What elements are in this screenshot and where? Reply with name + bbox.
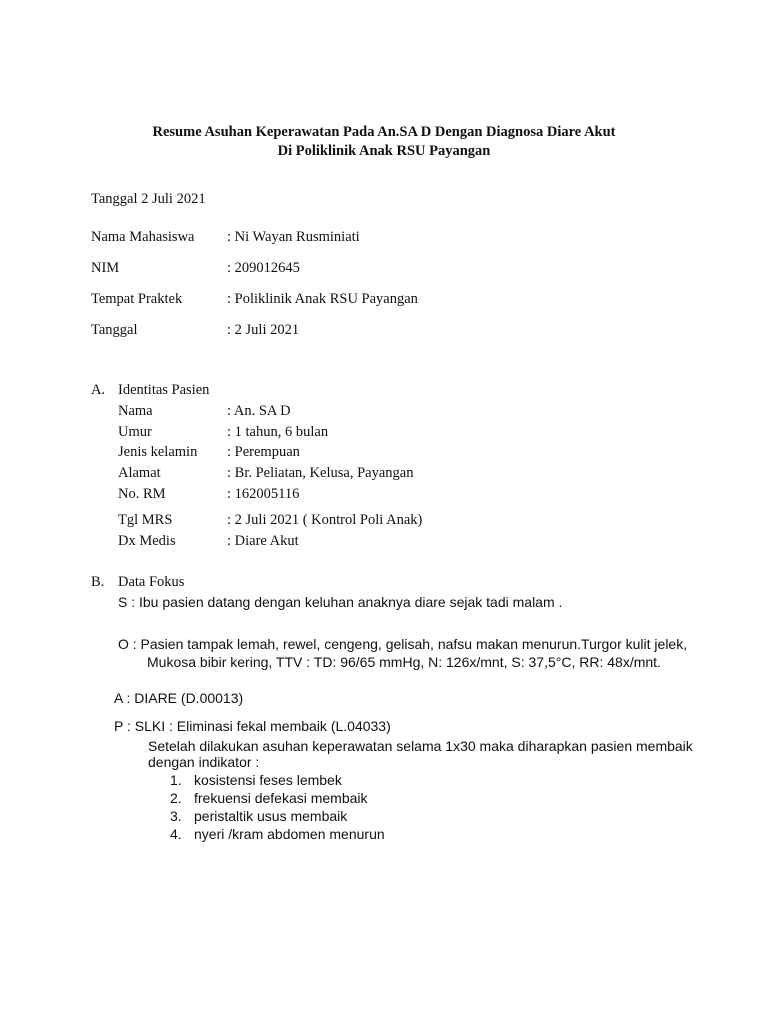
plan-description-line-1: Setelah dilakukan asuhan keperawatan selama 1x30 maka diharapkan pasien membaik xyxy=(148,738,693,754)
student-name-label: Nama Mahasiswa xyxy=(91,229,195,245)
subjective-line: S : Ibu pasien datang dengan keluhan anaknya diare sejak tadi malam . xyxy=(118,594,563,610)
nim-value: : 209012645 xyxy=(227,260,300,276)
patient-diagnosis-value: : Diare Akut xyxy=(227,533,299,549)
practice-date-value: : 2 Juli 2021 xyxy=(227,322,300,338)
indicator-number: 4. xyxy=(170,826,182,842)
practice-date-label: Tanggal xyxy=(91,322,138,338)
objective-line-2: Mukosa bibir kering, TTV : TD: 96/65 mmHg, N: 126x/mnt, S: 37,5°C, RR: 48x/mnt. xyxy=(147,654,661,670)
patient-address-value: : Br. Peliatan, Kelusa, Payangan xyxy=(227,465,414,481)
indicator-number: 2. xyxy=(170,790,182,806)
indicator-number: 3. xyxy=(170,808,182,824)
patient-rm-label: No. RM xyxy=(118,486,166,502)
student-name-value: : Ni Wayan Rusminiati xyxy=(227,229,360,245)
patient-rm-value: : 162005116 xyxy=(227,486,300,502)
section-a-title: Identitas Pasien xyxy=(118,382,210,398)
plan-description-line-2: dengan indikator : xyxy=(148,754,260,770)
patient-gender-value: : Perempuan xyxy=(227,444,300,460)
patient-diagnosis-label: Dx Medis xyxy=(118,533,176,549)
section-b-title: Data Fokus xyxy=(118,574,185,590)
nim-label: NIM xyxy=(91,260,120,276)
patient-name-label: Nama xyxy=(118,403,153,419)
patient-admission-value: : 2 Juli 2021 ( Kontrol Poli Anak) xyxy=(227,512,423,528)
patient-address-label: Alamat xyxy=(118,465,161,481)
patient-gender-label: Jenis kelamin xyxy=(118,444,198,460)
indicator-text: peristaltik usus membaik xyxy=(194,808,348,824)
objective-line-1: O : Pasien tampak lemah, rewel, cengeng, gelisah, nafsu makan menurun.Turgor kulit jelek, xyxy=(118,636,688,652)
assessment-line: A : DIARE (D.00013) xyxy=(114,690,244,706)
plan-line: P : SLKI : Eliminasi fekal membaik (L.04033) xyxy=(114,718,391,734)
document-title-line-2: Di Poliklinik Anak RSU Payangan xyxy=(277,143,491,159)
patient-age-value: : 1 tahun, 6 bulan xyxy=(227,424,329,440)
patient-name-value: : An. SA D xyxy=(227,403,291,419)
patient-admission-label: Tgl MRS xyxy=(118,512,173,528)
indicator-text: kosistensi feses lembek xyxy=(194,772,342,788)
indicator-text: frekuensi defekasi membaik xyxy=(194,790,368,806)
indicator-number: 1. xyxy=(170,772,182,788)
practice-place-value: : Poliklinik Anak RSU Payangan xyxy=(227,291,418,307)
indicator-text: nyeri /kram abdomen menurun xyxy=(194,826,385,842)
section-b-marker: B. xyxy=(91,574,105,590)
date-line: Tanggal 2 Juli 2021 xyxy=(91,191,206,207)
section-a-marker: A. xyxy=(91,382,106,398)
document-title-line-1: Resume Asuhan Keperawatan Pada An.SA D Dengan Diagnosa Diare Akut xyxy=(152,124,616,140)
practice-place-label: Tempat Praktek xyxy=(91,291,183,307)
patient-age-label: Umur xyxy=(118,424,152,440)
